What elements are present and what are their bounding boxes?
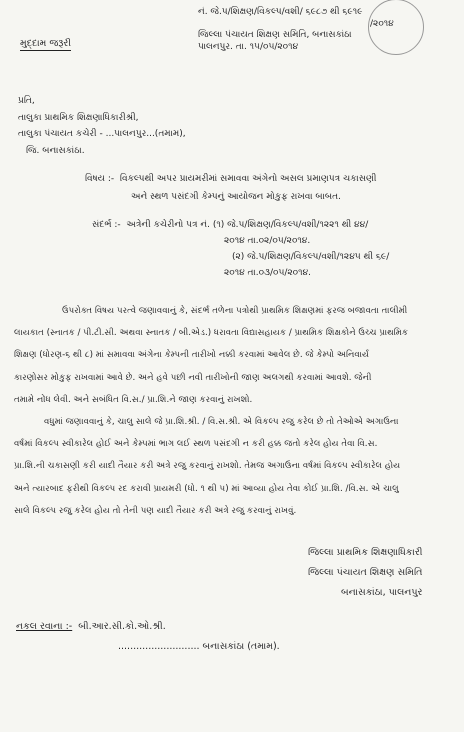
- addressee-line-1: તાલુકા પ્રાથમિક શિક્ષણાધિકારીશ્રી,: [18, 112, 139, 123]
- addressee-block: [18, 93, 186, 159]
- addressee-line-2: તાલુકા પંચાયત કચેરી - ...પાલનપુર...(તમામ),: [18, 129, 186, 139]
- letter-body: [14, 300, 408, 522]
- reference-year: /૨૦૧૪: [370, 19, 394, 29]
- subject-block: [85, 170, 376, 206]
- body-paragraph-2-line-3: પ્રા.શિ.ની ચકાસણી કરી યાદી તૈયાર કરી અત્રે રજુ કરવાનું રાખશો. તેમજ અગાઉના વર્ષમાં વિકલ્પ સ્વીકારેલ હોય: [14, 461, 401, 472]
- signature-line-3: બનાસકાંઠા, પાલનપુર: [340, 587, 423, 598]
- addressee-line-3: જિ. બનાસકાંઠા.: [26, 145, 85, 156]
- copy-to-line-1: બી.આર.સી.કો.ઓ.શ્રી.: [78, 621, 166, 632]
- reference-number: નં. જે.પ/શિક્ષણ/વિકલ્પ/વશી/ ૬૯૮૭ થી ૬૯૧૯: [198, 7, 363, 17]
- body-paragraph-1-line-5: તમામે નોંધ લેવી. અને સબંધિત વિ.સ./ પ્રા.શિ.ને જાણ કરવાનું રાખશો.: [14, 394, 253, 405]
- copy-to-label: નકલ રવાના :-: [16, 621, 73, 632]
- body-paragraph-2-line-1: વધુમાં જણાવવાનું કે, ચાલુ સાલે જે પ્રા.શિ.શ્રી. / વિ.સ.શ્રી. એ વિકલ્પ રજુ કરેલ છે તો તેઓએ અગાઉના: [44, 417, 399, 428]
- copy-to-line-2: ........................... બનાસકાંઠા (તમામ).: [118, 641, 280, 652]
- body-paragraph-1-line-1: ઉપરોક્ત વિષય પરત્વે જણાવવાનું કે, સંદર્ભ તળેના પત્રોથી પ્રાથમિક શિક્ષણમાં ફરજ બજાવતા તાલીમી: [62, 306, 408, 316]
- body-paragraph-1-line-2: લાયકાત (સ્નાતક / પી.ટી.સી. અથવા સ્નાતક / બી.એડ.) ધરાવતા વિદ્યાસહાયક / પ્રાથમિક શિક્ષકોને ઉચ્ચ પ્રાથમિક: [14, 328, 409, 339]
- signature-block: [308, 543, 422, 603]
- reference-line-3: (૨) જે.પ/શિક્ષણ/વિકલ્પ/વશી/૧૨૪૫ થી ૬૯/: [232, 252, 390, 262]
- signature-line-2: જિલ્લા પંચાયત શિક્ષણ સમિતિ: [308, 567, 423, 578]
- reference-block: [92, 217, 389, 281]
- signature-line-1: જિલ્લા પ્રાથમિક શિક્ષણાધિકારી: [308, 547, 423, 558]
- body-paragraph-1-line-4: કારણોસર મોકુફ રાખવામાં આવે છે. અને હવે પછી નવી તારીખોની જાણ અલગથી કરવામાં આવશે. જેની: [14, 372, 372, 383]
- body-paragraph-2-line-5: સાલે વિકલ્પ રજુ કરેલ હોય તો તેની પણ યાદી તૈયાર કરી અત્રે રજુ કરવાનું રાખવું.: [14, 505, 297, 516]
- reference-label: સંદર્ભ :-: [92, 220, 121, 230]
- office-name: જિલ્લા પંચાયત શિક્ષણ સમિતિ, બનાસકાંઠા: [198, 30, 352, 40]
- addressee-prati: પ્રતિ,: [18, 96, 35, 106]
- reference-line-1: અત્રેની કચેરીનો પત્ર નં. (૧) જે.પ/શિક્ષણ/વિકલ્પ/વશી/૧૨૨૧ થી ૪૪/: [126, 220, 369, 230]
- body-paragraph-2-line-4: અને ત્યારબાદ ફરીથી વિકલ્પ રદ કરાવી પ્રાયમરી (ધો. ૧ થી ૫) માં આવ્યા હોય તેવા કોઈ પ્રા.શિ. /વિ.સ. એ ચાલુ: [14, 483, 399, 494]
- reference-line-4: ૨૦૧૪ તા.૦૩/૦૫/૨૦૧૪.: [224, 268, 311, 278]
- copy-to-block: [16, 617, 280, 657]
- subject-line-1: વિકલ્પથી અપર પ્રાયમરીમાં સમાવવા અંગેનો અસલ પ્રમાણપત્ર ચકાસણી: [119, 174, 377, 184]
- header-reference: [198, 6, 394, 53]
- stamp: [368, 0, 424, 55]
- body-paragraph-1-line-3: શિક્ષણ (ધોરણ-૬ થી ૮) માં સમાવવા અંગેના કેમ્પની તારીખો નક્કી કરવામાં આવેલ છે. જે કેમ્પો અનિવાર્ય: [14, 350, 370, 361]
- urgent-label: મુદ્દામ જરૂરી: [20, 38, 72, 49]
- reference-line-2: ૨૦૧૪ તા.૦૨/૦૫/૨૦૧૪.: [224, 236, 311, 246]
- subject-label: વિષય :-: [85, 174, 115, 184]
- subject-line-2: અને સ્થળ પસંદગી કેમ્પનું આયોજન મોકુફ રાખવા બાબત.: [131, 192, 341, 202]
- body-paragraph-2-line-2: વર્ષમાં વિકલ્પ સ્વીકારેલ હોઈ અને કેમ્પમાં ભાગ લઈ સ્થળ પસંદગી ન કરી હક્ક જતો કરેલ હોય તેવા વિ.સ.: [14, 439, 378, 450]
- letter-date: પાલનપુર. તા. ૧૫/૦૫/૨૦૧૪: [198, 42, 299, 52]
